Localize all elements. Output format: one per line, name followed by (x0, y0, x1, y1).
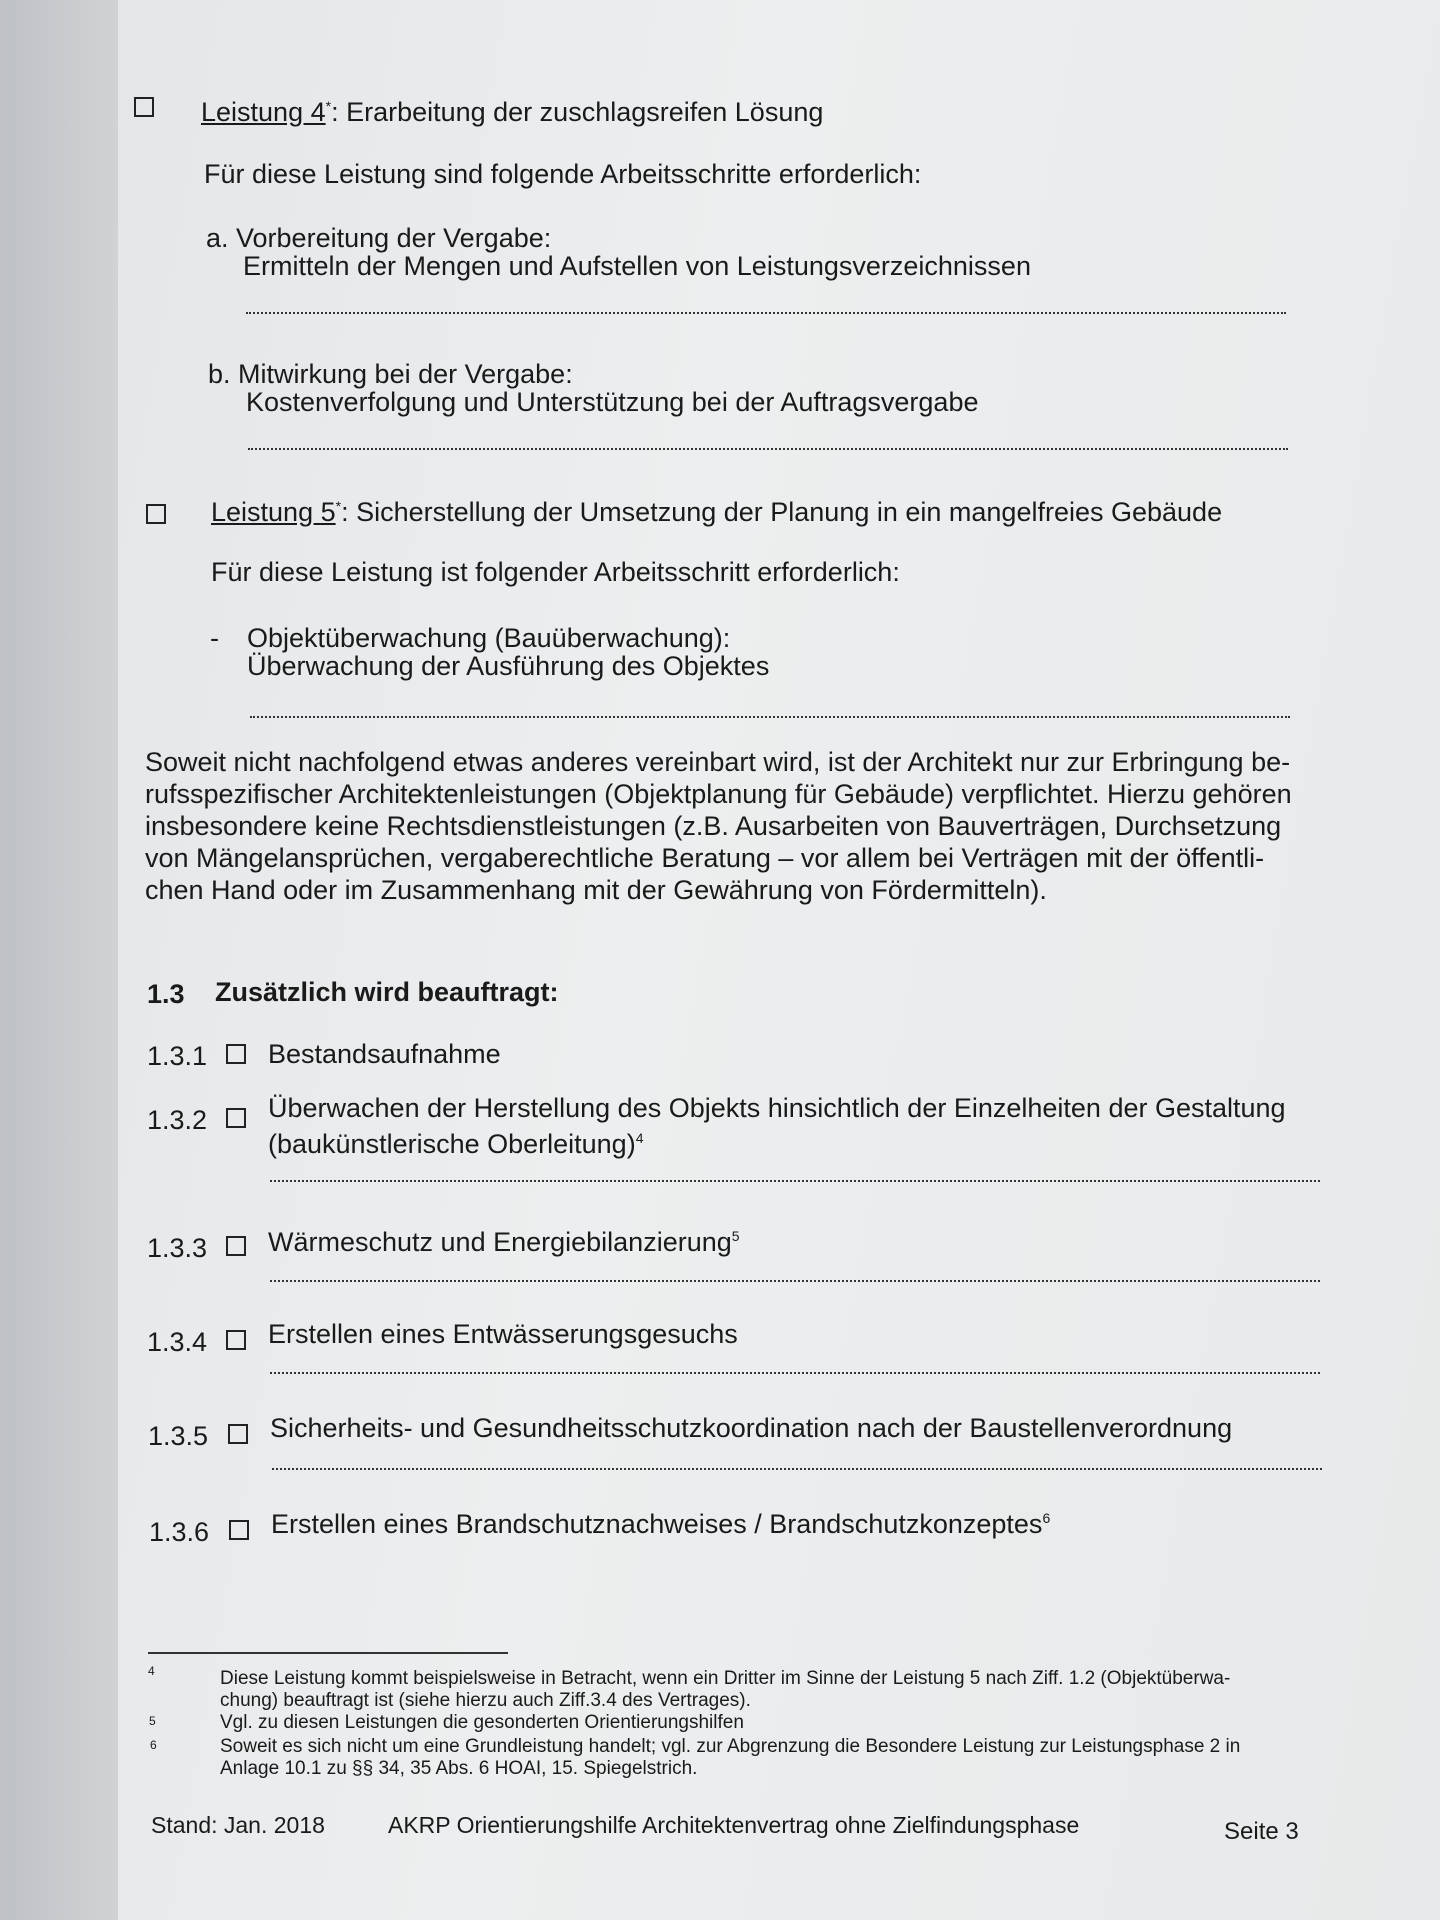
leistung5-title: : Sicherstellung der Umsetzung der Planung in ein mangelfreies Gebäude (341, 497, 1223, 527)
leistung4-intro: Für diese Leistung sind folgende Arbeitsschritte erforderlich: (204, 159, 922, 189)
section-number: 1.3 (147, 979, 185, 1009)
item-text: Bestandsaufnahme (268, 1039, 501, 1069)
item-number: 1.3.5 (148, 1421, 209, 1451)
footnote-number: 4 (148, 1664, 155, 1678)
leistung4-title: : Erarbeitung der zuschlagsreifen Lösung (331, 97, 824, 127)
footer-title: AKRP Orientierungshilfe Architektenvertrag ohne Zielfindungsphase (388, 1812, 1080, 1838)
scope-paragraph (145, 746, 1335, 906)
footer-stand: Stand: Jan. 2018 (151, 1812, 325, 1838)
footnote-ref: 4 (635, 1130, 644, 1146)
leistung4-step-a-title: a. Vorbereitung der Vergabe: (206, 223, 552, 253)
item-number: 1.3.4 (147, 1327, 208, 1357)
leistung5-step-dash: - (210, 623, 219, 653)
item-text-line: Erstellen eines Brandschutznachweises / Brandschutzkonzeptes$^6$ (271, 1509, 1051, 1539)
paragraph-line: Soweit nicht nachfolgend etwas anderes vereinbart wird, ist der Architekt nur zur Erbringung be- (145, 747, 1291, 777)
item-fill-line[interactable] (270, 1280, 1320, 1282)
leistung5-mark: * (335, 498, 342, 514)
leistung5-step-text: Überwachung der Ausführung des Objektes (247, 651, 770, 681)
leistung4-step-a-text: Ermitteln der Mengen und Aufstellen von Leistungsverzeichnissen (243, 251, 1031, 281)
footnote-4: Diese Leistung kommt beispielsweise in Betracht, wenn ein Dritter im Sinne der Leistung 5 nach Ziff. 1.2 (Objektüberwa- chung) beauftragt ist (siehe hierzu auch Ziff.3.4 des Vertrages). (220, 1668, 1231, 1711)
paragraph-line: insbesondere keine Rechtsdienstleistungen (z.B. Ausarbeiten von Bauverträgen, Durchsetzung (145, 811, 1282, 841)
footnote-number: 5 (149, 1714, 156, 1728)
paragraph-line: rufsspezifischer Architektenleistungen (Objektplanung für Gebäude) verpflichtet. Hierzu gehören (145, 779, 1292, 809)
document-page (118, 0, 1440, 1920)
item-fill-line[interactable] (272, 1468, 1322, 1470)
item-fill-line[interactable] (270, 1372, 1320, 1374)
item-checkbox-waermeschutz[interactable] (226, 1236, 246, 1256)
footnote-separator (148, 1652, 508, 1654)
section-title: Zusätzlich wird beauftragt: (215, 977, 559, 1007)
footnote-6: Soweit es sich nicht um eine Grundleistung handelt; vgl. zur Abgrenzung die Besondere Leistung zur Leistungsphase 2 in Anlage 10.1 zu §§ 34, 35 Abs. 6 HOAI, 15. Spiegelstrich. (220, 1736, 1241, 1779)
leistung5-checkbox[interactable] (146, 504, 166, 524)
leistung5-label: Leistung 5 (211, 497, 336, 527)
page-edge-shadow (0, 0, 118, 1920)
item-fill-line[interactable] (270, 1180, 1320, 1182)
item-text: Erstellen eines Entwässerungsgesuchs (268, 1319, 738, 1349)
item-number: 1.3.6 (149, 1517, 210, 1547)
item-text-second-line: (baukünstlerische Oberleitung)$^4$ (268, 1129, 644, 1159)
paragraph-line: chen Hand oder im Zusammenhang mit der Gewährung von Fördermitteln). (145, 875, 1047, 905)
paragraph-line: von Mängelansprüchen, vergaberechtliche Beratung – vor allem bei Verträgen mit der öffentli- (145, 843, 1265, 873)
item-number: 1.3.3 (147, 1233, 208, 1263)
leistung5-heading (211, 496, 1222, 528)
item-checkbox-oberleitung[interactable] (226, 1108, 246, 1128)
footer-page-number: Seite 3 (1224, 1818, 1299, 1845)
item-text: Sicherheits- und Gesundheitsschutzkoordination nach der Baustellenverordnung (270, 1413, 1233, 1443)
item-number: 1.3.1 (147, 1041, 208, 1071)
footnote-ref: 5 (731, 1228, 740, 1244)
leistung4-mark: * (325, 98, 332, 114)
footnote-ref: 6 (1042, 1510, 1051, 1526)
leistung4-checkbox[interactable] (134, 97, 154, 117)
leistung4-heading (201, 96, 823, 128)
leistung4-step-b-text: Kostenverfolgung und Unterstützung bei der Auftragsvergabe (246, 387, 979, 417)
leistung5-step-title: Objektüberwachung (Bauüberwachung): (247, 623, 731, 653)
item-checkbox-sigeko[interactable] (228, 1424, 248, 1444)
leistung4-step-a-fill-line[interactable] (246, 312, 1286, 314)
item-text: Überwachen der Herstellung des Objekts hinsichtlich der Einzelheiten der Gestaltung (268, 1093, 1286, 1123)
item-number: 1.3.2 (147, 1105, 208, 1135)
item-checkbox-entwaesserung[interactable] (226, 1330, 246, 1350)
item-checkbox-brandschutz[interactable] (229, 1520, 249, 1540)
leistung4-step-b-fill-line[interactable] (248, 448, 1288, 450)
leistung4-label: Leistung 4 (201, 97, 326, 127)
leistung5-step-fill-line[interactable] (250, 716, 1290, 718)
footnote-number: 6 (150, 1738, 157, 1752)
item-checkbox-bestandsaufnahme[interactable] (226, 1044, 246, 1064)
footnote-5: Vgl. zu diesen Leistungen die gesonderten Orientierungshilfen (220, 1712, 744, 1733)
item-text-line: Wärmeschutz und Energiebilanzierung$^5$ (268, 1227, 740, 1257)
leistung4-step-b-title: b. Mitwirkung bei der Vergabe: (208, 359, 573, 389)
leistung5-intro: Für diese Leistung ist folgender Arbeitsschritt erforderlich: (211, 557, 900, 587)
